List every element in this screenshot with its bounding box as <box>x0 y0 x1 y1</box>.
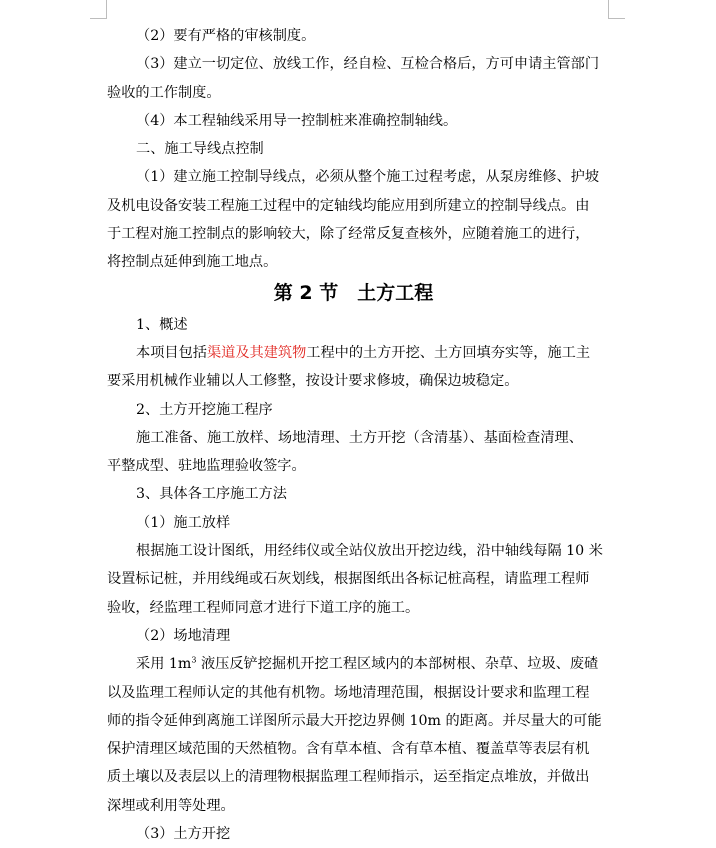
paragraph-line: 将控制点延伸到施工地点。 <box>107 254 278 271</box>
text-run: 液压反铲挖掘机开挖工程区域内的本部树根、杂草、垃圾、废碴 <box>196 656 599 673</box>
paragraph-line: 设置标记桩，并用线绳或石灰划线，根据图纸出各标记桩高程，请监理工程师 <box>107 571 590 588</box>
paragraph-line: 施工准备、施工放样、场地清理、土方开挖（含清基）、基面检查清理、 <box>136 429 583 446</box>
page-corner-mark-right <box>608 0 625 19</box>
paragraph-line <box>107 650 600 678</box>
paragraph-line: 及机电设备安装工程施工过程中的定轴线均能应用到所建立的控制导线点。由 <box>107 197 590 214</box>
document-body <box>107 22 603 848</box>
text-run: 采用 1m <box>136 656 192 673</box>
paragraph-line: （2）要有严格的审核制度。 <box>136 28 316 44</box>
paragraph-line: 平整成型、驻地监理验收签字。 <box>107 458 306 475</box>
subheading: （3）土方开挖 <box>136 826 231 843</box>
text-run: 本项目包括 <box>136 344 207 361</box>
highlighted-text: 渠道及其建筑物 <box>206 344 307 361</box>
subheading: 二、施工导线点控制 <box>136 141 264 158</box>
page-corner-mark-left <box>90 0 107 19</box>
paragraph-line: （3）建立一切定位、放线工作，经自检、互检合格后，方可申请主管部门 <box>136 56 600 73</box>
paragraph-line: 根据施工设计图纸，用经纬仪或全站仪放出开挖边线，沿中轴线每隔 10 米 <box>136 543 603 560</box>
paragraph-line: （4）本工程轴线采用导一控制桩来准确控制轴线。 <box>136 112 458 129</box>
section-heading: 第 2 节 土方工程 <box>273 281 434 304</box>
paragraph-line: 保护清理区域范围的天然植物。含有草本植、含有草本植、覆盖草等表层有机 <box>107 741 590 758</box>
paragraph-line: 以及监理工程师认定的其他有机物。场地清理范围，根据设计要求和监理工程 <box>107 684 590 701</box>
subheading: 3、具体各工序施工方法 <box>136 486 287 503</box>
text-run: 工程中的土方开挖、土方回填夯实等，施工主 <box>306 344 591 361</box>
paragraph-line <box>107 339 600 367</box>
paragraph-line: 要采用机械作业辅以人工修整，按设计要求修坡，确保边坡稳定。 <box>107 373 519 390</box>
paragraph-line: （1）建立施工控制导线点，必须从整个施工过程考虑，从泵房维修、护坡 <box>136 169 600 186</box>
paragraph-line: 师的指令延伸到离施工详图所示最大开挖边界侧 10m 的距离。并尽量大的可能 <box>107 712 602 729</box>
paragraph-line: 验收的工作制度。 <box>107 84 221 101</box>
subheading: 1、概述 <box>136 316 188 333</box>
paragraph-line: 于工程对施工控制点的影响较大，除了经常反复查核外，应随着施工的进行， <box>107 226 590 243</box>
subheading: （1）施工放样 <box>136 514 231 531</box>
subheading: 2、土方开挖施工程序 <box>136 401 273 418</box>
paragraph-line: 深埋或利用等处理。 <box>107 797 235 814</box>
paragraph-line: 质土壤以及表层以上的清理物根据监理工程师指示，运至指定点堆放，并做出 <box>107 769 590 786</box>
paragraph-line: 验收，经监理工程师同意才进行下道工序的施工。 <box>107 599 420 616</box>
subheading: （2）场地清理 <box>136 627 231 644</box>
superscript: 3 <box>191 655 197 665</box>
